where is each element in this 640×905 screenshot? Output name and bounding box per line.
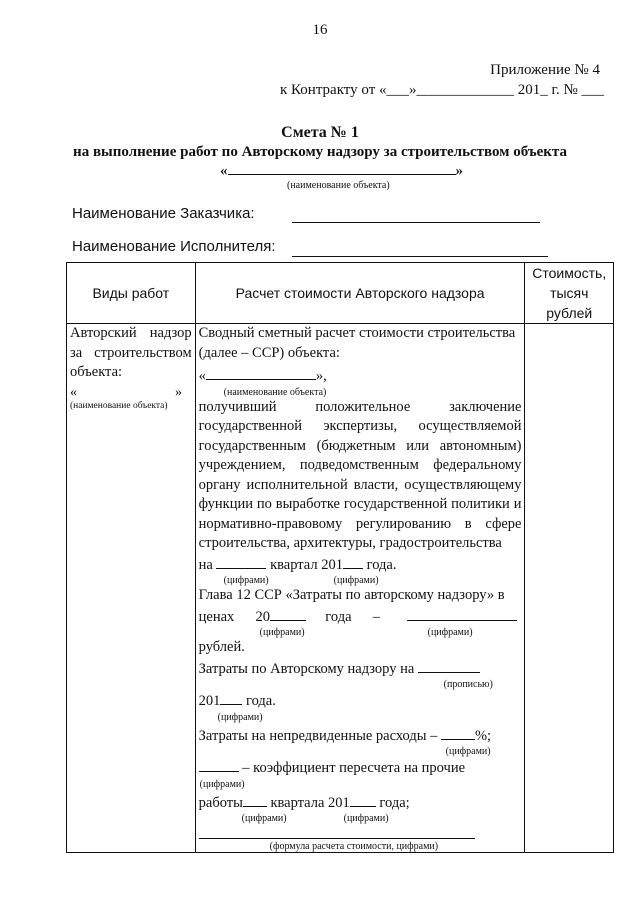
contract-line: к Контракту от «___»_____________ 201_ г. № ___ bbox=[280, 82, 605, 98]
cost-cell bbox=[525, 324, 614, 853]
calc-percent: %; bbox=[474, 727, 492, 744]
calc-digits-captions-2 bbox=[196, 627, 525, 638]
calc-unforeseen-line bbox=[196, 723, 525, 747]
header-cost: Стоимость, тысяч рублей bbox=[525, 263, 614, 324]
calc-quote-open: « bbox=[198, 368, 206, 384]
work-type-quote-close: » bbox=[175, 384, 182, 400]
calc-supervision-blank bbox=[418, 658, 480, 673]
calc-quote-close: », bbox=[315, 368, 327, 384]
calc-words-caption: (прописью) bbox=[443, 679, 493, 690]
calc-digits-captions-1 bbox=[196, 575, 525, 586]
calc-coef-line bbox=[196, 757, 525, 779]
appendix-label: Приложение № 4 bbox=[490, 62, 600, 78]
work-type-quote-open: « bbox=[70, 384, 77, 400]
calc-works-blank bbox=[243, 792, 267, 807]
caption-digits: (цифрами) bbox=[343, 813, 389, 824]
table-body-row bbox=[67, 324, 614, 853]
page-number: 16 bbox=[312, 22, 328, 38]
calc-goda2: года bbox=[325, 608, 352, 625]
calc-digits-caption-5: (цифрами) bbox=[199, 778, 245, 790]
calc-201: 201 bbox=[198, 693, 221, 709]
calc-prices: ценах bbox=[198, 608, 235, 625]
estimate-table bbox=[66, 262, 614, 853]
caption-digits: (цифрами) bbox=[333, 575, 379, 586]
calc-coef: – коэффициент пересчета на прочие bbox=[242, 760, 466, 776]
work-type-object-line bbox=[67, 385, 185, 401]
calc-goda: года. bbox=[366, 556, 397, 573]
calc-quarter-blank bbox=[216, 554, 266, 569]
work-type-text: Авторский надзор за строительством объекта: bbox=[70, 325, 192, 380]
calculation-cell bbox=[195, 324, 525, 853]
calc-quarter-line bbox=[196, 554, 525, 576]
calc-quarter: квартал 201 bbox=[270, 556, 343, 573]
object-name-blank bbox=[228, 160, 456, 175]
header-work-types: Виды работ bbox=[67, 263, 196, 324]
caption-digits: (цифрами) bbox=[259, 627, 305, 638]
calc-glava: Глава 12 ССР «Затраты по авторскому надзору» в bbox=[198, 587, 505, 603]
object-quote-open: « bbox=[220, 163, 228, 179]
calc-p1: Сводный сметный расчет стоимости строительства (далее – ССР) объекта: bbox=[198, 325, 516, 361]
calc-object-caption: (наименование объекта) bbox=[223, 386, 327, 398]
calc-supervision-line bbox=[196, 658, 525, 680]
calc-goda3: года. bbox=[246, 693, 276, 709]
calc-year201-blank bbox=[220, 690, 242, 705]
customer-blank bbox=[292, 222, 540, 223]
calc-digits-captions-6 bbox=[196, 813, 525, 824]
calc-prices-line bbox=[196, 606, 525, 628]
calc-amount-blank bbox=[407, 606, 517, 621]
calc-formula-caption: (формула расчета стоимости, цифрами) bbox=[269, 841, 439, 852]
object-name-line bbox=[220, 160, 463, 180]
table-header-row bbox=[67, 263, 614, 324]
calc-kvartala: квартала 201 bbox=[270, 794, 350, 811]
calc-unforeseen: Затраты на непредвиденные расходы – bbox=[198, 727, 438, 744]
calc-kvartala-blank bbox=[350, 792, 376, 807]
contractor-label: Наименование Исполнителя: bbox=[72, 238, 276, 255]
work-type-caption: (наименование объекта) bbox=[70, 400, 168, 411]
calc-dash: – bbox=[372, 608, 381, 625]
calc-goda4: года; bbox=[379, 794, 410, 811]
calc-object-blank bbox=[206, 365, 316, 380]
calc-rubles: рублей. bbox=[198, 639, 245, 655]
calc-twenty: 20 bbox=[255, 608, 271, 625]
calc-price-year-blank bbox=[270, 606, 306, 621]
caption-digits: (цифрами) bbox=[241, 813, 287, 824]
contractor-blank bbox=[292, 256, 548, 257]
calc-works: работы bbox=[198, 794, 243, 811]
header-cost-calculation: Расчет стоимости Авторского надзора bbox=[195, 263, 525, 324]
caption-digits: (цифрами) bbox=[223, 575, 269, 586]
calc-object-line bbox=[196, 365, 525, 387]
calc-digits-caption-3: (цифрами) bbox=[217, 711, 263, 723]
calc-na: на bbox=[198, 556, 213, 573]
calc-supervision-label: Затраты по Авторскому надзору на bbox=[198, 660, 415, 677]
object-quote-close: » bbox=[455, 163, 463, 179]
calc-year-line bbox=[196, 690, 525, 712]
document-title: Смета № 1 bbox=[281, 124, 359, 141]
calc-digits-caption-4: (цифрами) bbox=[445, 746, 491, 757]
caption-digits: (цифрами) bbox=[427, 627, 473, 638]
calc-coef-blank bbox=[199, 757, 239, 772]
document-subtitle: на выполнение работ по Авторскому надзору за строительством объекта bbox=[73, 144, 567, 160]
object-caption: (наименование объекта) bbox=[287, 180, 390, 191]
work-type-cell bbox=[67, 324, 196, 853]
calc-p2: получивший положительное заключение государственной экспертизы, осуществляемой государственным (бюджетным или автономным) учреждением, подведомственным федеральному органу исполнительной власти, осуществляющему функции по выработке государственной политики и нормативно-правовому регулированию в сфере строительства, архитектуры, градостроительства bbox=[198, 398, 522, 551]
customer-label: Наименование Заказчика: bbox=[72, 205, 255, 222]
calc-year-blank bbox=[343, 554, 363, 569]
calc-works-line bbox=[196, 790, 525, 814]
calc-unforeseen-blank bbox=[441, 725, 475, 740]
